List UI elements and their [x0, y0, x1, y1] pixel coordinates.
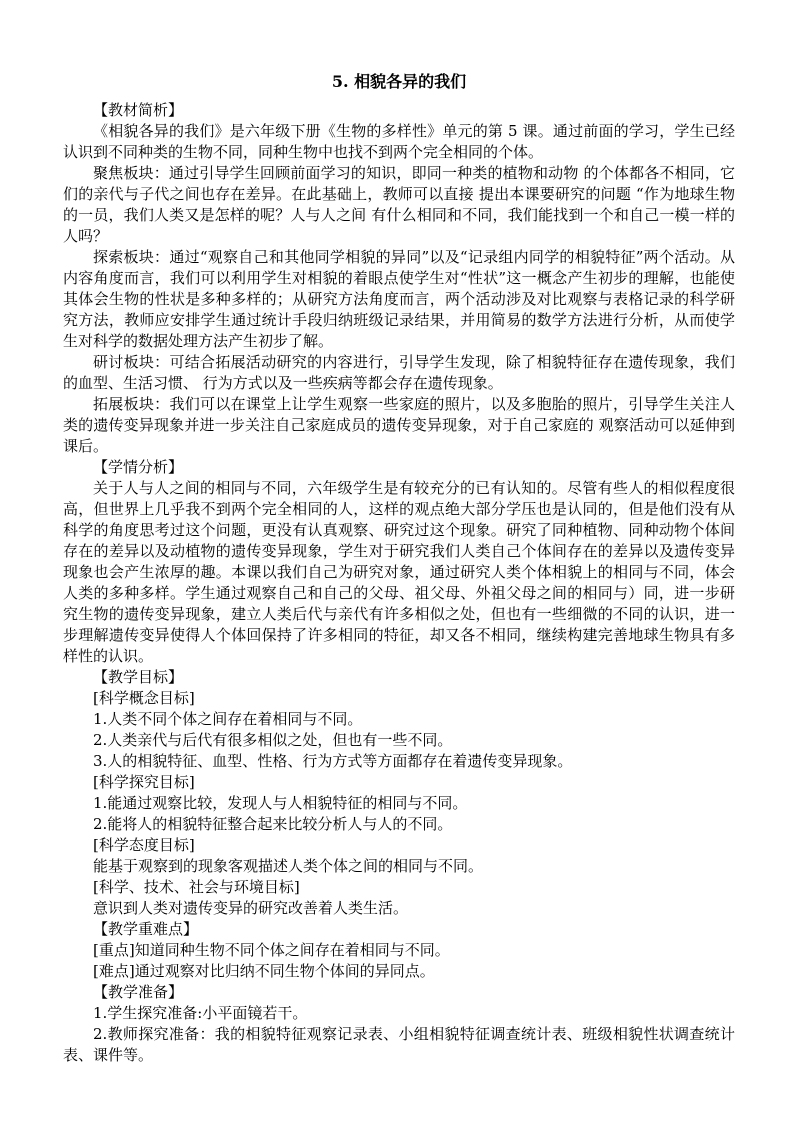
- goal-item: 3.人的相貌特征、血型、性格、行为方式等方面都存在着遗传变异现象。: [93, 752, 573, 770]
- section-heading-mubiao: 【教学目标】: [93, 668, 184, 686]
- goal-item: 能基于观察到的现象客观描述人类个体之间的相同与不同。: [93, 857, 484, 875]
- paragraph: 研讨板块：可结合拓展活动研究的内容进行，引导学生发现，除了相貌特征存在遗传现象，我们的血型、生活习惯、 行为方式以及一些疾病等都会存在遗传现象。: [63, 353, 735, 392]
- goal-group-label: [科学态度目标]: [93, 836, 195, 854]
- goal-item: 1.能通过观察比较，发现人与人相貌特征的相同与不同。: [93, 794, 468, 812]
- goal-group-label: [科学探究目标]: [93, 773, 195, 791]
- prep-item: 2.教师探究准备：我的相貌特征观察记录表、小组相貌特征调查统计表、班级相貌性状调查统计表、课件等。: [63, 1025, 735, 1064]
- key-point-item: [难点]通过观察对比归纳不同生物个体间的异同点。: [93, 962, 435, 980]
- section-heading-zhongnan: 【教学重难点】: [93, 920, 199, 938]
- goal-item: 1.人类不同个体之间存在着相同与不同。: [93, 710, 363, 728]
- page-title: 5. 相貌各异的我们: [331, 72, 467, 91]
- paragraph: 关于人与人之间的相同与不同，六年级学生是有较充分的已有认知的。尽管有些人的相似程度很高，但世界上几乎我不到两个完全相同的人，这样的观点绝大部分学压也是认同的，但是他们没有从科学的角度思考过这个问题，更没有认真观察、研究过这个现象。研究了同种植物、同种动物个体间存在的差异以及动植物的遗传变异现象，学生对于研究我们人类自己个体间存在的差异以及遗传变异现象也会产生浓厚的趣。本课以我们自己为研究对象，通过研究人类个体相貌上的相同与不同，体会人类的多种多样。学生通过观察自己和自己的父母、祖父母、外祖父母之间的相同与）同，进一步研究生物的遗传变异现象，建立人类后代与亲代有许多相似之处，但也有一些细微的不同的认识，进一步理解遗传变异使得人个体回保持了许多相同的特征，却又各不相同，继续构建完善地球生物具有多样性的认识。: [63, 479, 735, 665]
- document-page: [63, 72, 735, 1066]
- section-heading-xueqing: 【学情分析】: [93, 458, 184, 476]
- paragraph: 聚焦板块：通过引导学生回顾前面学习的知识，即同一种类的植物和动物 的个体都各不相同，它们的亲代与子代之间也存在差异。在此基础上，教师可以直接 提出本课要研究的问题 “作为地球生物的一员，我们人类又是怎样的呢？人与人之间 有什么相同和不同，我们能找到一个和自己一模一样的人吗？: [63, 164, 735, 245]
- key-point-item: [重点]知道同种生物不同个体之间存在着相同与不同。: [93, 941, 450, 959]
- section-heading-jiaocai: 【教材简析】: [93, 101, 184, 119]
- goal-item: 2.能将人的相貌特征整合起来比较分析人与人的不同。: [93, 815, 453, 833]
- paragraph: 《相貌各异的我们》是六年级下册《生物的多样性》单元的第 5 课。通过前面的学习，学生已经认识到不同种类的生物不同，同种生物中也找不到两个完全相同的个体。: [63, 122, 735, 161]
- goal-item: 意识到人类对遗传变异的研究改善着人类生活。: [93, 899, 409, 917]
- paragraph: 探索板块：通过“观察自己和其他同学相貌的异同”以及“记录组内同学的相貌特征”两个活动。从内容角度而言，我们可以利用学生对相貌的着眼点使学生对“性状”这一概念产生初步的理解，也能使其体会生物的性状是多种多样的；从研究方法角度而言，两个活动涉及对比观察与表格记录的科学研究方法，教师应安排学生通过统计手段归纳班级记录结果，并用简易的数学方法进行分析，从而使学生对科学的数据处理方法产生初步了解。: [63, 248, 735, 350]
- prep-item: 1.学生探究准备:小平面镜若干。: [93, 1004, 308, 1022]
- goal-group-label: [科学、技术、社会与环境目标]: [93, 878, 300, 896]
- paragraph: 拓展板块：我们可以在课堂上让学生观察一些家庭的照片，以及多胞胎的照片，引导学生关注人类的遗传变异现象并进一步关注自己家庭成员的遗传变异现象，对于自己家庭的 观察活动可以延伸到课后。: [63, 395, 735, 455]
- section-heading-zhunbei: 【教学准备】: [93, 983, 184, 1001]
- goal-item: 2.人类亲代与后代有很多相似之处，但也有一些不同。: [93, 731, 453, 749]
- goal-group-label: [科学概念目标]: [93, 689, 195, 707]
